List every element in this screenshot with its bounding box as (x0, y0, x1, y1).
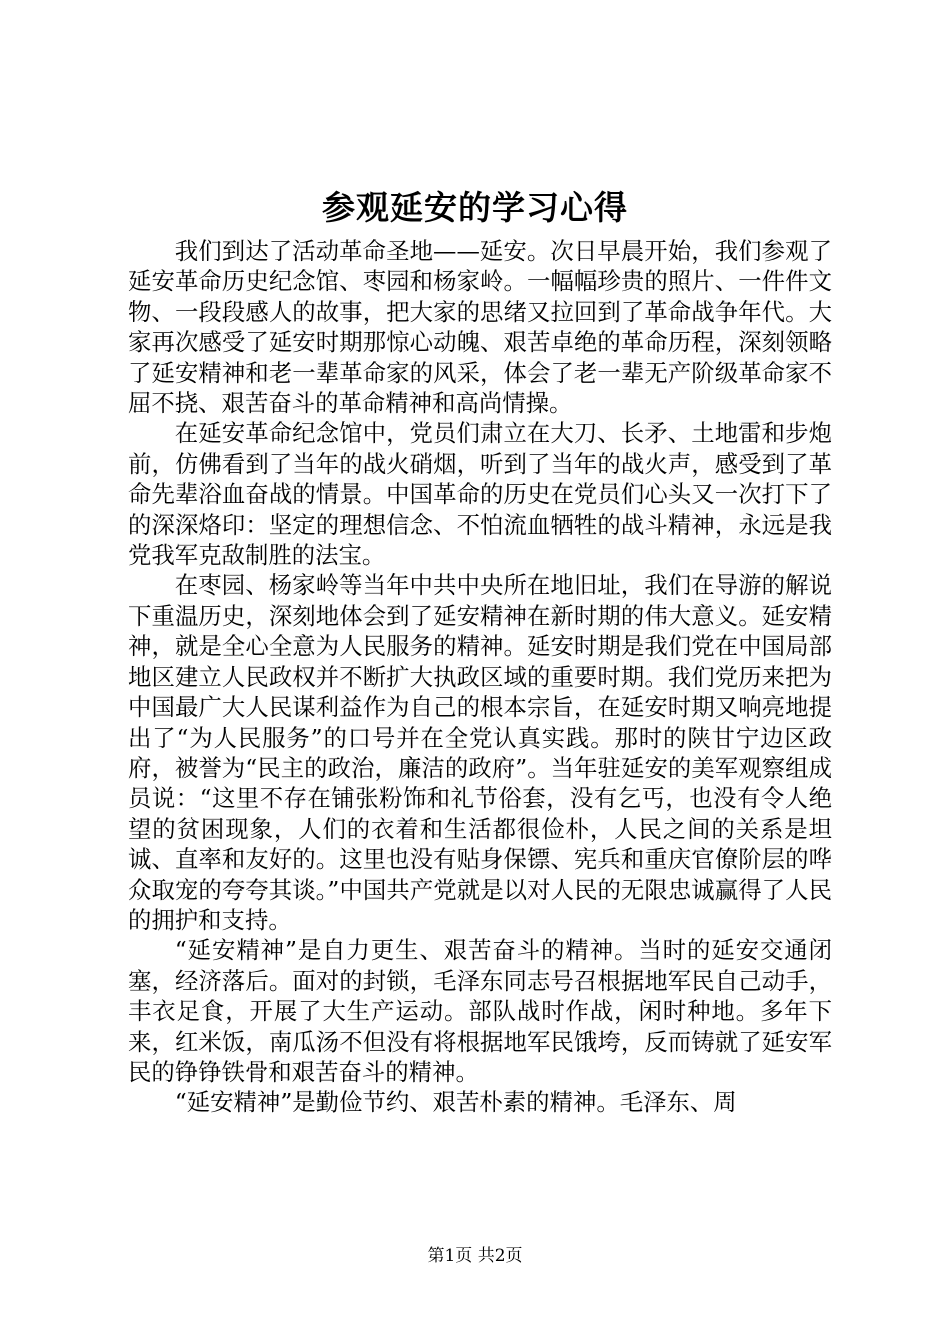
paragraph: “延安精神”是自力更生、艰苦奋斗的精神。当时的延安交通闭塞，经济落后。面对的封锁，毛泽东同志号召根据地军民自己动手，丰衣足食，开展了大生产运动。部队战时作战，闲时种地。多年下来，红米饭，南瓜汤不但没有将根据地军民饿垮，反而铸就了延安军民的铮铮铁骨和艰苦奋斗的精神。 (128, 936, 832, 1086)
paragraph: 在延安革命纪念馆中，党员们肃立在大刀、长矛、土地雷和步炮前，仿佛看到了当年的战火硝烟，听到了当年的战火声，感受到了革命先辈浴血奋战的情景。中国革命的历史在党员们心头又一次打下了的深深烙印：坚定的理想信念、不怕流血牺牲的战斗精神，永远是我党我军克敌制胜的法宝。 (128, 419, 832, 570)
document-body (128, 236, 832, 1118)
paragraph: “延安精神”是勤俭节约、艰苦朴素的精神。毛泽东、周 (174, 1088, 737, 1117)
document-title: 参观延安的学习心得 (322, 188, 628, 227)
paragraph: 在枣园、杨家岭等当年中共中央所在地旧址，我们在导游的解说下重温历史，深刻地体会到了延安精神在新时期的伟大意义。延安精神，就是全心全意为人民服务的精神。延安时期是我们党在中国局部地区建立人民政权并不断扩大执政区域的重要时期。我们党历来把为中国最广大人民谋利益作为自己的根本宗旨，在延安时期又响亮地提出了“为人民服务”的口号并在全党认真实践。那时的陕甘宁边区政府，被誉为“民主的政治，廉洁的政府”。当年驻延安的美军观察组成员说：“这里不存在铺张粉饰和礼节俗套，没有乞丐，也没有令人绝望的贫困现象，人们的衣着和生活都很俭朴，人民之间的关系是坦诚、直率和友好的。这里也没有贴身保镖、宪兵和重庆官僚阶层的哗众取宠的夸夸其谈。”中国共产党就是以对人民的无限忠诚赢得了人民的拥护和支持。 (128, 571, 832, 934)
page-number-footer: 第1页 共2页 (427, 1246, 523, 1266)
paragraph: 我们到达了活动革命圣地——延安。次日早晨开始，我们参观了延安革命历史纪念馆、枣园和杨家岭。一幅幅珍贵的照片、一件件文物、一段段感人的故事，把大家的思绪又拉回到了革命战争年代。大家再次感受了延安时期那惊心动魄、艰苦卓绝的革命历程，深刻领略了延安精神和老一辈革命家的风采，体会了老一辈无产阶级革命家不屈不挠、艰苦奋斗的革命精神和高尚情操。 (128, 237, 832, 418)
